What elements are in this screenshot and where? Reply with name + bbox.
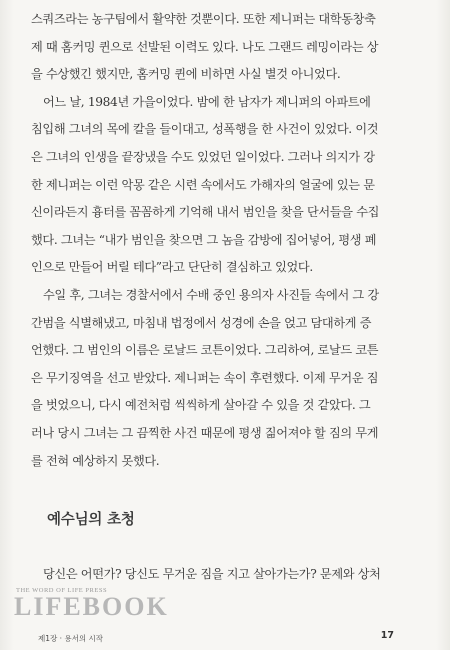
paragraph-1 xyxy=(31,6,423,89)
text-line: 인으로 만들어 버릴 테다”라고 단단히 결심하고 있었다. xyxy=(31,260,313,275)
text-line: 한 제니퍼는 이런 악몽 같은 시련 속에서도 가해자의 얼굴에 있는 문 xyxy=(31,177,375,192)
page-number: 17 xyxy=(380,630,394,641)
section-heading: 예수님의 초청 xyxy=(47,512,135,528)
publisher-logo xyxy=(14,573,169,633)
text-line: 제 때 홈커밍 퀸으로 선발된 이력도 있다. 나도 그랜드 레밍이라는 상 xyxy=(31,39,379,54)
publisher-wordmark: LIFEBOOK xyxy=(14,592,169,621)
text-line: 은 무기징역을 선고 받았다. 제니퍼는 속이 후련했다. 이제 무거운 짐 xyxy=(31,370,379,385)
text-line: 스쿼즈라는 농구팀에서 활약한 것뿐이다. 또한 제니퍼는 대학동창축 xyxy=(31,12,376,26)
text-line: 했다. 그녀는 “내가 범인을 찾으면 그 놈을 감방에 집어넣어, 평생 폐 xyxy=(31,232,377,247)
chapter-label: 제1장 · 용서의 시작 xyxy=(38,634,104,643)
text-line: 신이라든지 흉터를 꼼꼼하게 기억해 내서 범인을 찾을 단서들을 수집 xyxy=(31,205,380,220)
text-line: 침입해 그녀의 목에 칼을 들이대고, 성폭행을 한 사건이 있었다. 이것 xyxy=(31,122,379,137)
text-line: 언했다. 그 범인의 이름은 로날드 코튼이었다. 그리하여, 로날드 코튼 xyxy=(31,343,379,358)
text-line: 을 벗었으니, 다시 예전처럼 씩씩하게 살아갈 수 있을 것 같았다. 그 xyxy=(31,398,371,413)
text-line: 을 수상했긴 했지만, 홈커밍 퀸에 비하면 사실 별것 아니었다. xyxy=(31,67,341,82)
body-text xyxy=(31,6,423,475)
paragraph-2 xyxy=(31,89,423,282)
text-line: 를 전혀 예상하지 못했다. xyxy=(31,453,160,468)
text-line: 어느 날, 1984년 가을이었다. 밤에 한 남자가 제니퍼의 아파트에 xyxy=(43,94,371,109)
publisher-tagline: THE WORD OF LIFE PRESS xyxy=(16,587,108,594)
text-line: 수일 후, 그녀는 경찰서에서 수배 중인 용의자 사진들 속에서 그 강 xyxy=(43,287,379,302)
paragraph-4-first-line: 당신은 어떤가? 당신도 무거운 짐을 지고 살아가는가? 문제와 상처 xyxy=(43,567,381,581)
paragraph-3 xyxy=(31,282,423,475)
text-line: 러나 당시 그녀는 그 끔찍한 사건 때문에 평생 짊어져야 할 짐의 무게 xyxy=(31,425,379,440)
text-line: 간범을 식별해냈고, 마침내 법정에서 성경에 손을 얹고 담대하게 증 xyxy=(31,315,372,330)
text-line: 은 그녀의 인생을 끝장냈을 수도 있었던 일이었다. 그러나 의지가 강 xyxy=(31,149,375,164)
